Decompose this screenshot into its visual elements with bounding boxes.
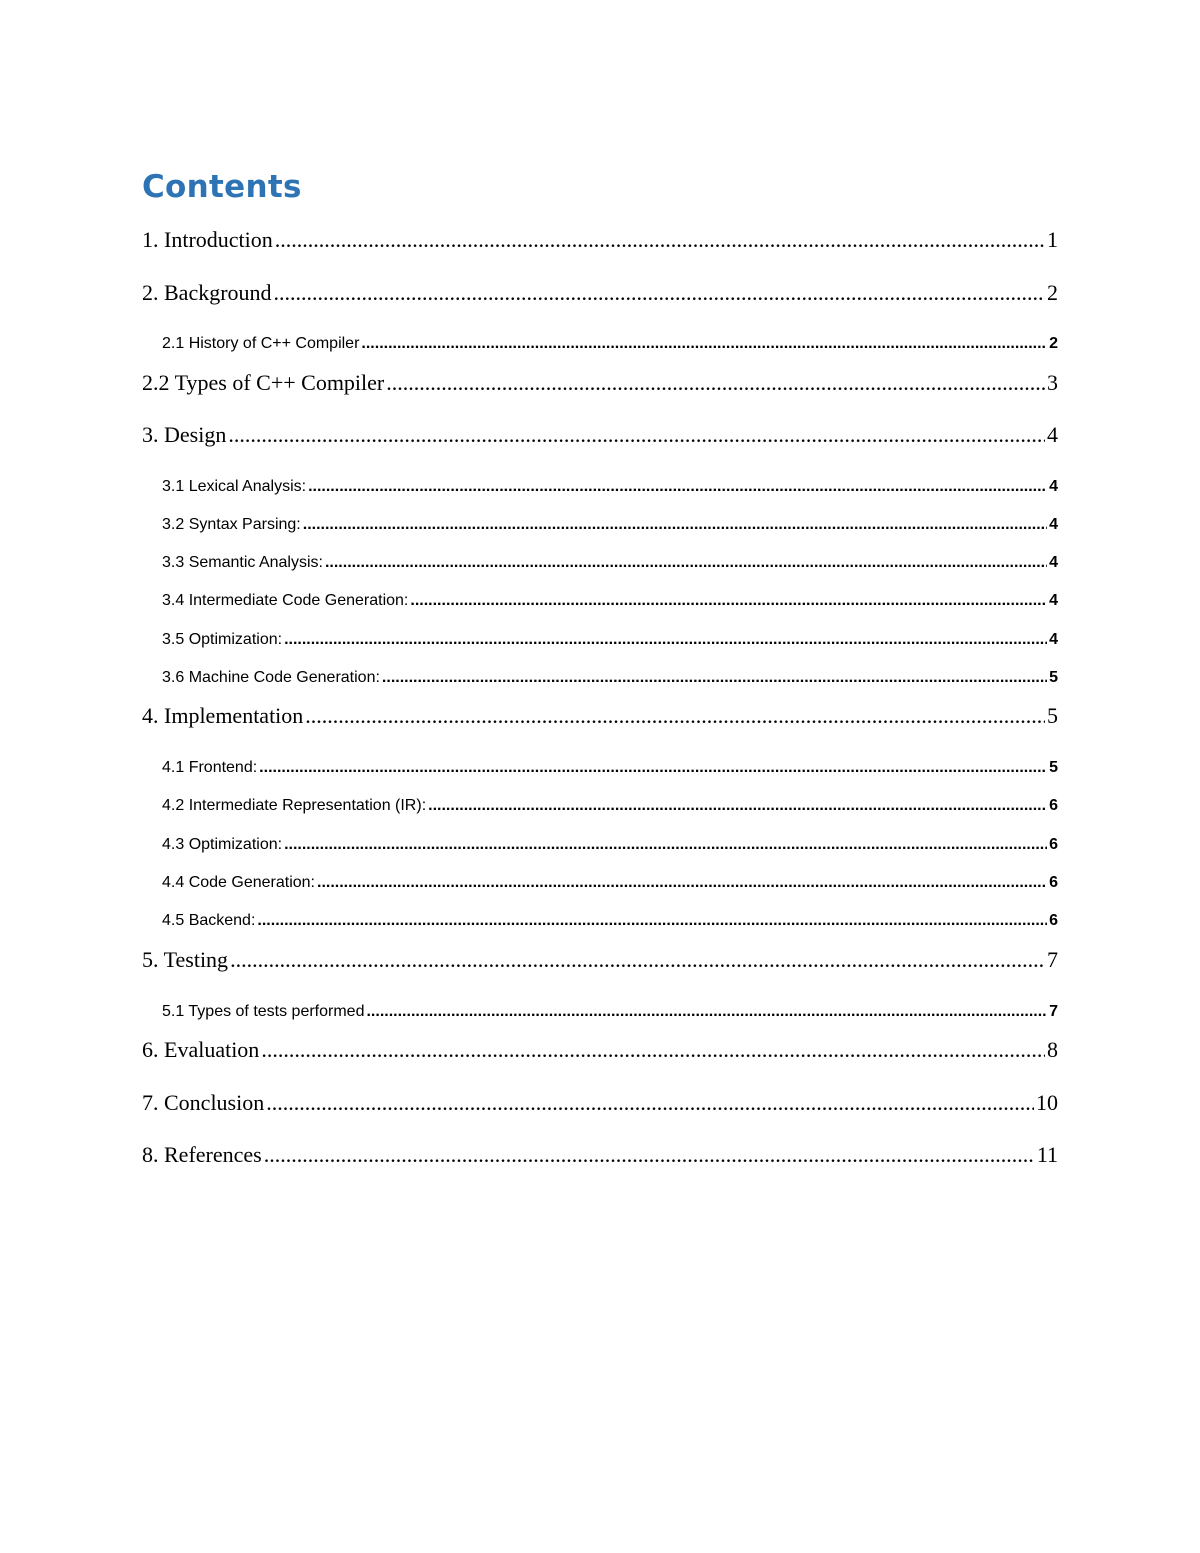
toc-dot-leader [274, 279, 1045, 307]
toc-page-number: 6 [1049, 912, 1058, 929]
toc-entry-background[interactable] [142, 279, 1058, 307]
toc-page-number: 3 [1047, 370, 1058, 395]
toc-page-number: 11 [1036, 1142, 1058, 1167]
toc-page-number: 7 [1049, 1003, 1058, 1020]
toc-dot-leader [361, 333, 1047, 355]
toc-entry-references[interactable] [142, 1141, 1058, 1169]
toc-dot-leader [325, 552, 1047, 574]
toc-entry-label: 3. Design [142, 422, 227, 447]
toc-dot-leader [305, 702, 1045, 730]
toc-entry-label: 4.5 Backend: [162, 912, 256, 929]
toc-entry-optimization-design[interactable] [162, 629, 1058, 651]
toc-page-number: 4 [1049, 478, 1058, 495]
toc-page-number: 5 [1049, 759, 1058, 776]
toc-dot-leader [230, 946, 1045, 974]
toc-page-number: 2 [1047, 280, 1058, 305]
toc-entry-lexical-analysis[interactable] [162, 476, 1058, 498]
toc-entry-types-of-compiler[interactable] [142, 369, 1058, 397]
toc-page-number: 2 [1049, 335, 1058, 352]
toc-page-number: 6 [1049, 874, 1058, 891]
toc-dot-leader [284, 629, 1047, 651]
toc-entry-label: 2.2 Types of C++ Compiler [142, 370, 385, 395]
toc-entry-semantic-analysis[interactable] [162, 552, 1058, 574]
toc-page-number: 4 [1047, 422, 1058, 447]
toc-entry-label: 3.3 Semantic Analysis: [162, 554, 323, 571]
toc-entry-label: 2.1 History of C++ Compiler [162, 335, 360, 352]
toc-entry-label: 3.2 Syntax Parsing: [162, 516, 301, 533]
toc-dot-leader [259, 757, 1047, 779]
toc-page-number: 4 [1049, 631, 1058, 648]
toc-page-number: 4 [1049, 592, 1058, 609]
toc-page-number: 8 [1047, 1037, 1058, 1062]
toc-dot-leader [261, 1036, 1045, 1064]
toc-entry-types-of-tests[interactable] [162, 1001, 1058, 1023]
toc-entry-history-of-compiler[interactable] [162, 333, 1058, 355]
toc-entry-backend[interactable] [162, 910, 1058, 932]
toc-entry-label: 3.5 Optimization: [162, 631, 283, 648]
toc-dot-leader [275, 226, 1045, 254]
toc-dot-leader [382, 667, 1047, 689]
toc-page-number: 5 [1049, 669, 1058, 686]
toc-dot-leader [228, 421, 1045, 449]
toc-entry-intermediate-code-generation[interactable] [162, 590, 1058, 612]
toc-entry-label: 8. References [142, 1142, 262, 1167]
toc-entry-label: 6. Evaluation [142, 1037, 260, 1062]
toc-entry-label: 4. Implementation [142, 703, 304, 728]
toc-dot-leader [410, 590, 1047, 612]
toc-entry-label: 7. Conclusion [142, 1090, 265, 1115]
toc-dot-leader [264, 1141, 1035, 1169]
toc-entry-testing[interactable] [142, 946, 1058, 974]
toc-entry-label: 4.2 Intermediate Representation (IR): [162, 797, 427, 814]
toc-page-number: 7 [1047, 947, 1058, 972]
toc-dot-leader [366, 1001, 1047, 1023]
toc-entry-syntax-parsing[interactable] [162, 514, 1058, 536]
toc-entry-code-generation[interactable] [162, 872, 1058, 894]
toc-entry-label: 2. Background [142, 280, 272, 305]
toc-dot-leader [317, 872, 1047, 894]
toc-dot-leader [303, 514, 1047, 536]
toc-entry-label: 4.3 Optimization: [162, 836, 283, 853]
toc-dot-leader [308, 476, 1047, 498]
toc-dot-leader [284, 834, 1047, 856]
toc-page-number: 6 [1049, 797, 1058, 814]
page-title: Contents [142, 169, 302, 205]
toc-entry-label: 3.4 Intermediate Code Generation: [162, 592, 409, 609]
toc-entry-evaluation[interactable] [142, 1036, 1058, 1064]
toc-entry-intermediate-representation[interactable] [162, 795, 1058, 817]
toc-entry-implementation[interactable] [142, 702, 1058, 730]
toc-entry-frontend[interactable] [162, 757, 1058, 779]
toc-entry-optimization-impl[interactable] [162, 834, 1058, 856]
toc-entry-label: 5.1 Types of tests performed [162, 1003, 365, 1020]
toc-entry-label: 4.4 Code Generation: [162, 874, 315, 891]
toc-entry-design[interactable] [142, 421, 1058, 449]
toc-entry-label: 3.1 Lexical Analysis: [162, 478, 307, 495]
toc-page-number: 4 [1049, 516, 1058, 533]
toc-dot-leader [257, 910, 1047, 932]
toc-entry-label: 4.1 Frontend: [162, 759, 258, 776]
toc-page-number: 1 [1047, 227, 1058, 252]
toc-dot-leader [266, 1089, 1034, 1117]
toc-page-number: 10 [1036, 1090, 1058, 1115]
toc-entry-label: 3.6 Machine Code Generation: [162, 669, 380, 686]
toc-entry-machine-code-generation[interactable] [162, 667, 1058, 689]
toc-entry-label: 5. Testing [142, 947, 229, 972]
toc-page-number: 5 [1047, 703, 1058, 728]
toc-entry-label: 1. Introduction [142, 227, 273, 252]
toc-dot-leader [428, 795, 1047, 817]
toc-entry-conclusion[interactable] [142, 1089, 1058, 1117]
toc-page-number: 6 [1049, 836, 1058, 853]
toc-entry-introduction[interactable] [142, 226, 1058, 254]
toc-dot-leader [386, 369, 1045, 397]
toc-page-number: 4 [1049, 554, 1058, 571]
